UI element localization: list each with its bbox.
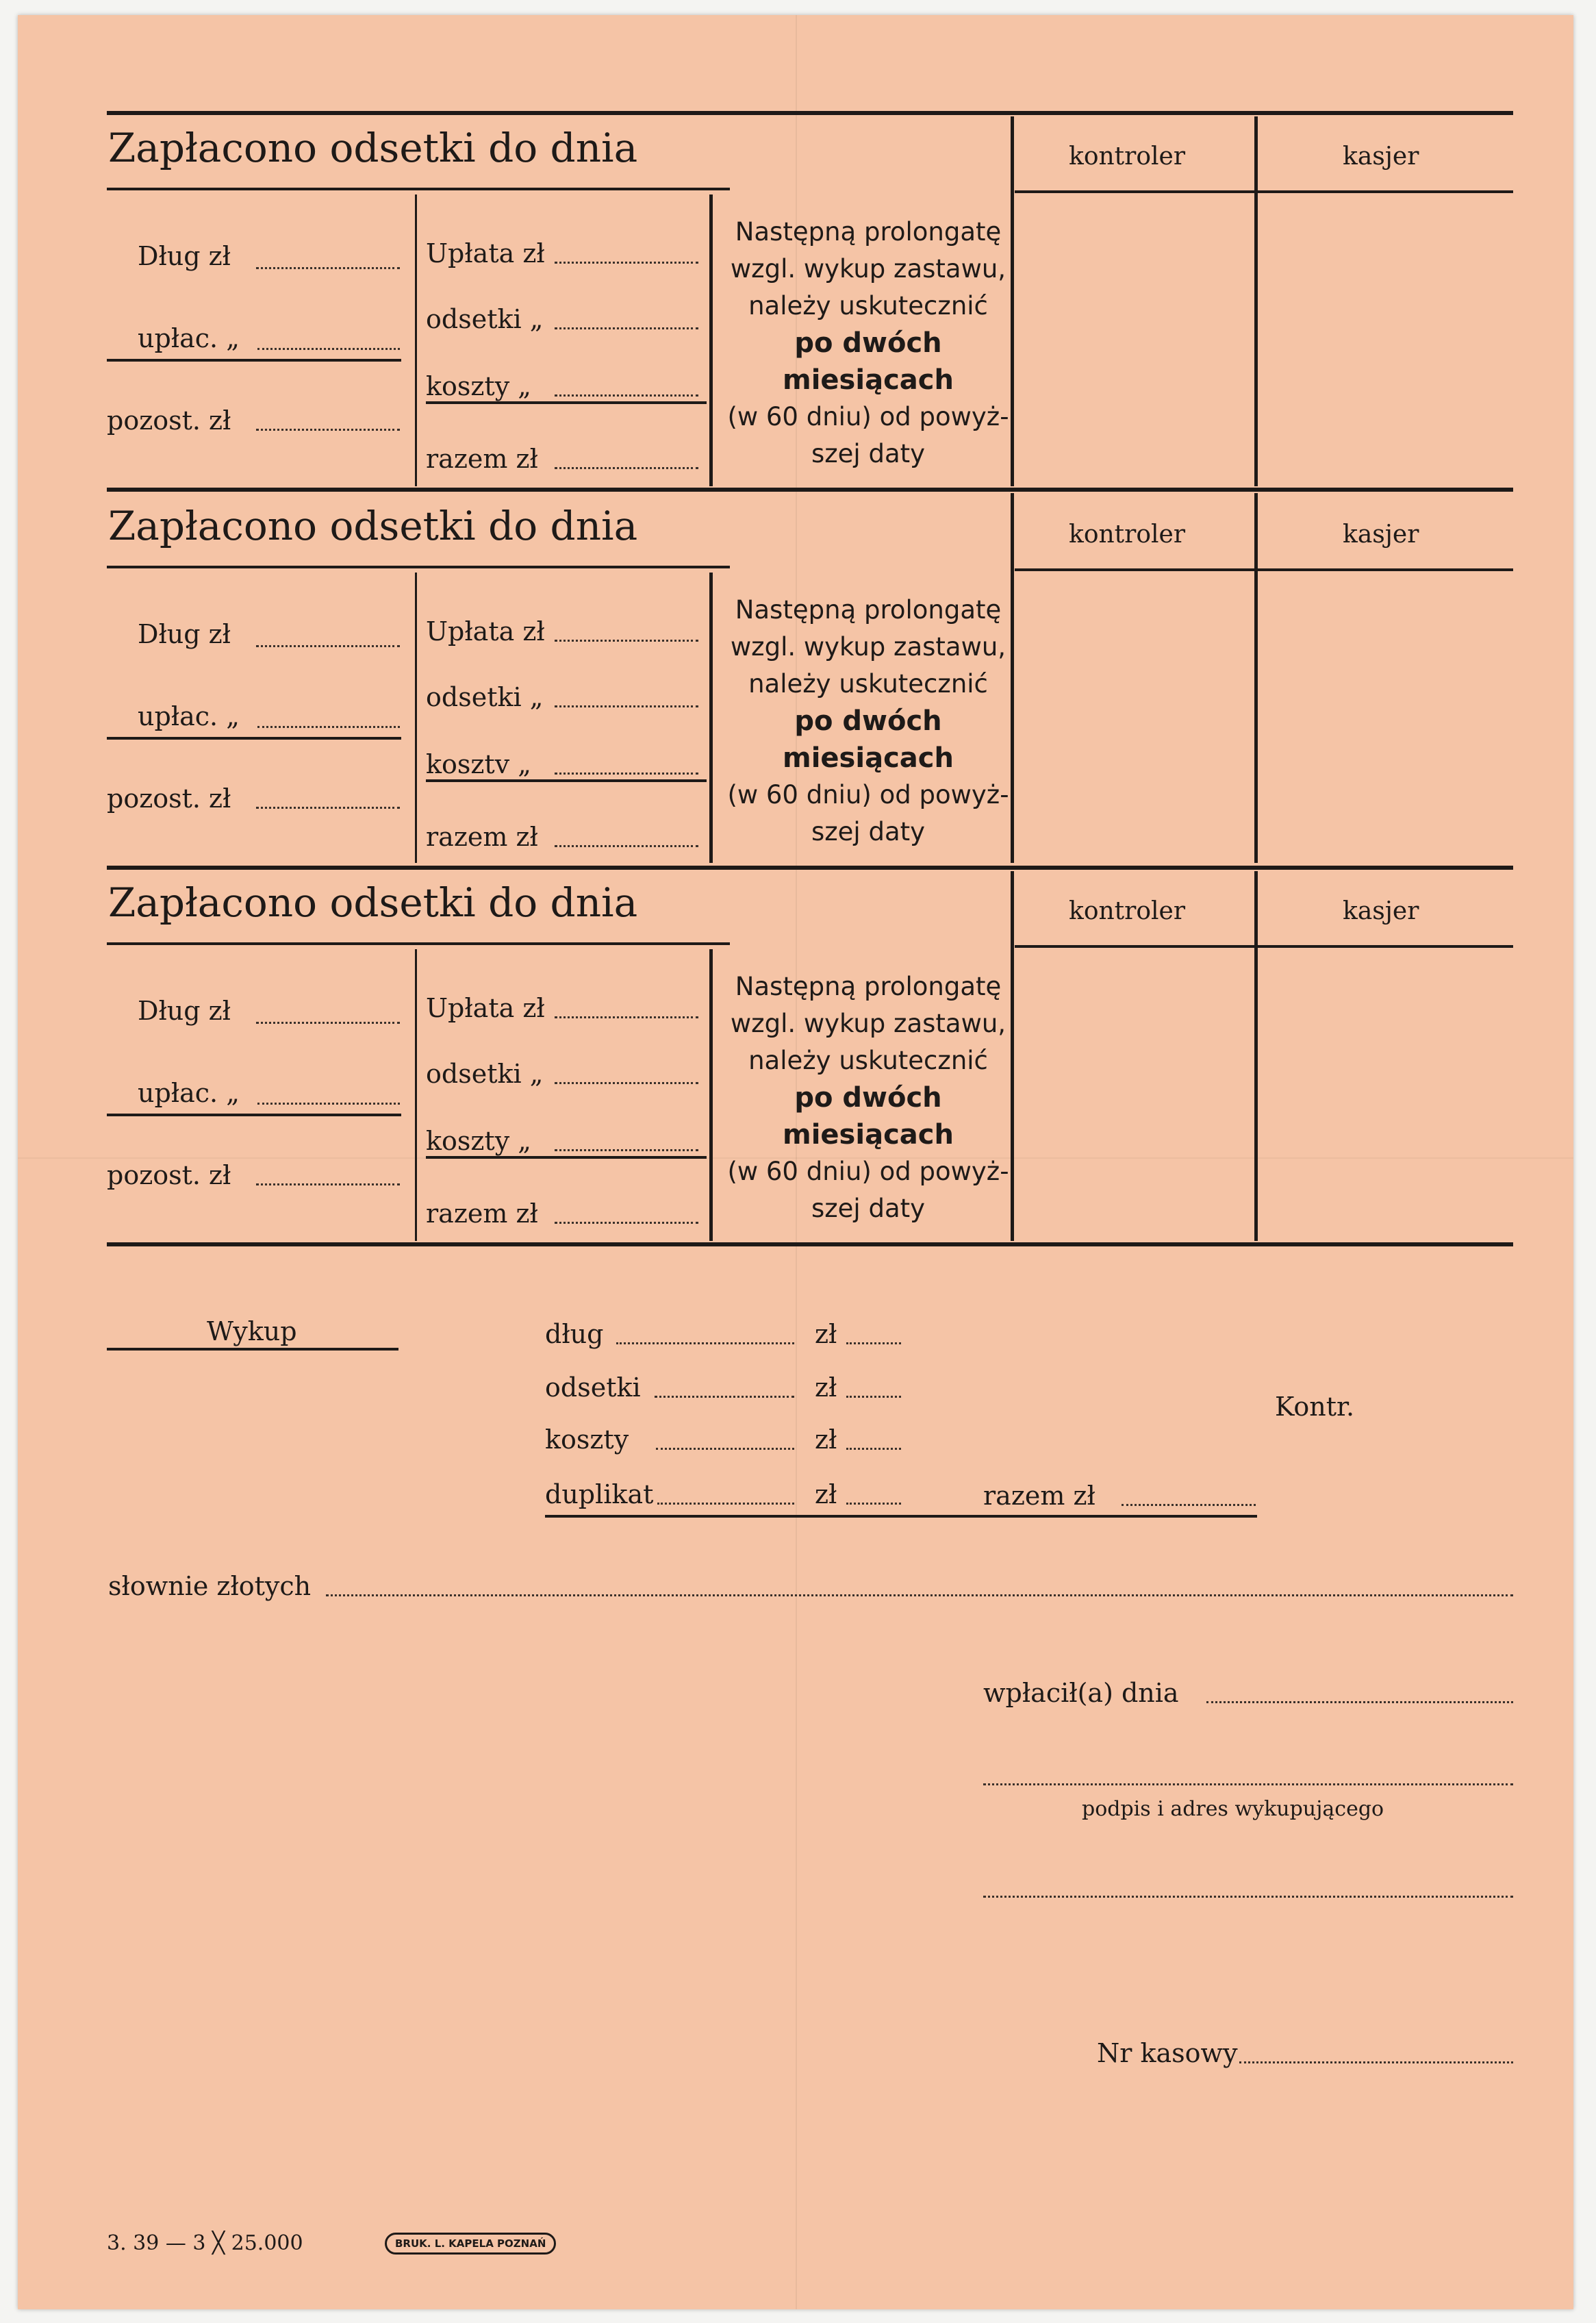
notice-bold-line: miesiącach: [783, 364, 954, 396]
wykup-title: Wykup: [207, 1316, 297, 1346]
koszty-label: koszty „: [426, 371, 531, 401]
uplac-rule: [107, 1114, 401, 1116]
odsetki-label: odsetki „: [426, 304, 544, 334]
koszty-field[interactable]: [555, 1149, 698, 1151]
notice-bold-line: miesiącach: [783, 1119, 954, 1151]
uplac-field[interactable]: [257, 726, 400, 728]
kontroler-label: kontroler: [1069, 142, 1186, 171]
wykup-odsetki-field[interactable]: [655, 1396, 794, 1398]
notice-line: wzgl. wykup zastawu,: [730, 1009, 1006, 1038]
print-code: 3. 39 — 3 ╳ 25.000: [107, 2231, 303, 2255]
razem-field[interactable]: [555, 845, 698, 847]
section-title: Zapłacono odsetki do dnia: [108, 125, 638, 171]
section-top-rule: [107, 488, 1513, 492]
prolongation-notice: [724, 214, 1012, 473]
notice-line: (w 60 dniu) od powyż-: [727, 1157, 1009, 1186]
title-underline: [107, 942, 730, 945]
title-underline: [107, 188, 730, 190]
kontr-label: Kontr.: [1275, 1392, 1355, 1422]
section-bottom-rule: [107, 1242, 1513, 1246]
divider-amounts: [709, 194, 713, 486]
podpis-caption: podpis i adres wykupującego: [1082, 1797, 1384, 1821]
divider-amounts: [709, 573, 713, 863]
uplata-field[interactable]: [555, 1016, 698, 1018]
wykup-koszty-label: koszty: [545, 1424, 629, 1455]
section-top-rule: [107, 866, 1513, 870]
razem-field[interactable]: [555, 1222, 698, 1224]
wykup-duplikat-zl-field[interactable]: [846, 1503, 901, 1505]
divider-uplata: [415, 194, 417, 486]
notice-line: Następną prolongatę: [735, 972, 1002, 1001]
pozost-field[interactable]: [256, 429, 400, 431]
notice-line: szej daty: [811, 439, 926, 468]
wykup-dlug-field[interactable]: [616, 1342, 794, 1344]
kontroler-label: kontroler: [1069, 520, 1186, 549]
header-rule: [1015, 568, 1513, 571]
nr-kasowy-field[interactable]: [1239, 2061, 1513, 2063]
uplata-label: Upłata zł: [426, 238, 545, 268]
kasjer-label: kasjer: [1343, 520, 1419, 549]
notice-line: należy uskutecznić: [748, 669, 988, 699]
uplac-label: upłac. „: [138, 701, 240, 731]
koszty-rule: [426, 1156, 707, 1159]
printer-stamp: BRUK. L. KAPELA POZNAŃ: [385, 2233, 556, 2255]
header-rule: [1015, 190, 1513, 193]
slownie-field[interactable]: [326, 1594, 1513, 1596]
dlug-field[interactable]: [256, 267, 400, 269]
notice-line: wzgl. wykup zastawu,: [730, 254, 1006, 284]
wykup-odsetki-zl-field[interactable]: [846, 1396, 901, 1398]
uplac-rule: [107, 737, 401, 740]
kasjer-label: kasjer: [1343, 897, 1419, 925]
odsetki-label: odsetki „: [426, 682, 544, 712]
slownie-label: słownie złotych: [108, 1571, 312, 1601]
uplac-rule: [107, 359, 401, 362]
dlug-label: Dług zł: [138, 996, 231, 1026]
koszty-label: kosztv „: [426, 749, 531, 779]
odsetki-label: odsetki „: [426, 1059, 544, 1089]
kasjer-label: kasjer: [1343, 142, 1419, 171]
notice-bold-line: po dwóch: [794, 327, 942, 359]
divider-kasjer: [1254, 116, 1258, 486]
wplacil-label: wpłacił(a) dnia: [983, 1678, 1179, 1708]
koszty-rule: [426, 401, 707, 404]
wykup-odsetki-zl: zł: [815, 1372, 837, 1403]
uplata-field[interactable]: [555, 640, 698, 642]
razem-label: razem zł: [426, 444, 538, 474]
uplata-label: Upłata zł: [426, 616, 545, 646]
notice-line: wzgl. wykup zastawu,: [730, 632, 1006, 662]
section-title: Zapłacono odsetki do dnia: [108, 503, 638, 549]
dlug-label: Dług zł: [138, 241, 231, 271]
pozost-label: pozost. zł: [107, 783, 231, 814]
nr-kasowy-label: Nr kasowy: [1097, 2038, 1238, 2068]
divider-amounts: [709, 949, 713, 1241]
notice-line: szej daty: [811, 817, 926, 846]
notice-line: Następną prolongatę: [735, 217, 1002, 247]
address-field[interactable]: [983, 1896, 1513, 1898]
prolongation-notice: [724, 592, 1012, 851]
wykup-dlug-zl-field[interactable]: [846, 1342, 901, 1344]
notice-line: Następną prolongatę: [735, 595, 1002, 625]
notice-bold-line: miesiącach: [783, 742, 954, 774]
wplacil-date-field[interactable]: [1206, 1701, 1513, 1703]
razem-field[interactable]: [555, 467, 698, 469]
odsetki-field[interactable]: [555, 1082, 698, 1084]
uplac-label: upłac. „: [138, 323, 240, 353]
divider-uplata: [415, 573, 417, 863]
wykup-odsetki-label: odsetki: [545, 1372, 641, 1403]
wykup-dlug-zl: zł: [815, 1319, 837, 1349]
razem-label: razem zł: [426, 822, 538, 852]
wykup-total-rule: [545, 1515, 1257, 1518]
odsetki-field[interactable]: [555, 705, 698, 707]
wykup-koszty-field[interactable]: [656, 1448, 794, 1450]
prolongation-notice: [724, 968, 1012, 1227]
uplac-field[interactable]: [257, 348, 400, 350]
uplata-label: Upłata zł: [426, 993, 545, 1023]
uplata-field[interactable]: [555, 262, 698, 264]
wykup-duplikat-zl: zł: [815, 1479, 837, 1509]
section-title: Zapłacono odsetki do dnia: [108, 879, 638, 926]
wykup-koszty-zl-field[interactable]: [846, 1448, 901, 1450]
koszty-field[interactable]: [555, 394, 698, 397]
dlug-field[interactable]: [256, 645, 400, 647]
header-rule: [1015, 945, 1513, 948]
koszty-rule: [426, 779, 707, 782]
pozost-label: pozost. zł: [107, 405, 231, 436]
notice-bold-line: po dwóch: [794, 705, 942, 737]
uplac-label: upłac. „: [138, 1078, 240, 1108]
dlug-label: Dług zł: [138, 619, 231, 649]
kontroler-label: kontroler: [1069, 897, 1186, 925]
divider-kasjer: [1254, 493, 1258, 863]
pozost-field[interactable]: [256, 807, 400, 809]
koszty-field[interactable]: [555, 773, 698, 775]
notice-line: (w 60 dniu) od powyż-: [727, 402, 1009, 431]
uplac-field[interactable]: [257, 1103, 400, 1105]
divider-kasjer: [1254, 871, 1258, 1241]
notice-line: szej daty: [811, 1194, 926, 1223]
wykup-underline: [107, 1348, 398, 1351]
odsetki-field[interactable]: [555, 327, 698, 329]
koszty-label: koszty „: [426, 1126, 531, 1156]
wykup-duplikat-label: duplikat: [545, 1479, 654, 1509]
wykup-razem-label: razem zł: [983, 1481, 1095, 1511]
notice-line: należy uskutecznić: [748, 1046, 988, 1075]
form-sheet: [18, 15, 1573, 2309]
section-top-rule: [107, 111, 1513, 115]
pozost-label: pozost. zł: [107, 1160, 231, 1190]
wykup-duplikat-field[interactable]: [657, 1503, 794, 1505]
dlug-field[interactable]: [256, 1022, 400, 1024]
divider-uplata: [415, 949, 417, 1241]
wykup-razem-field[interactable]: [1122, 1504, 1256, 1506]
notice-line: należy uskutecznić: [748, 291, 988, 321]
razem-label: razem zł: [426, 1198, 538, 1229]
notice-line: (w 60 dniu) od powyż-: [727, 780, 1009, 809]
signature-field[interactable]: [983, 1783, 1513, 1785]
title-underline: [107, 566, 730, 568]
wykup-dlug-label: dług: [545, 1319, 604, 1349]
notice-bold-line: po dwóch: [794, 1082, 942, 1114]
wykup-koszty-zl: zł: [815, 1424, 837, 1455]
pozost-field[interactable]: [256, 1183, 400, 1185]
